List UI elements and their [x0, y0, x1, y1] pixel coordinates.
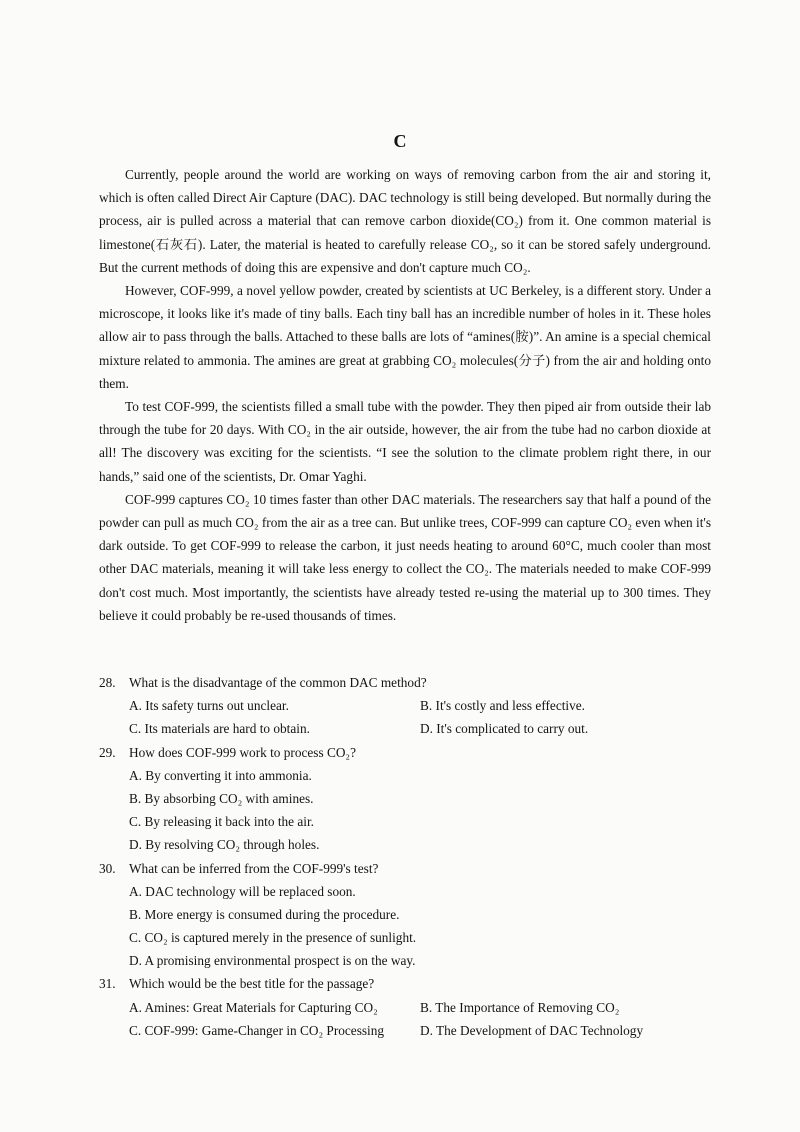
question-number: 31.	[99, 976, 116, 992]
option-b: B. The Importance of Removing CO₂	[420, 999, 620, 1015]
passage-paragraph: To test COF-999, the scientists filled a small tube with the powder. They then piped air from outside their lab through the tube for 20 days. With CO₂ in the air outside, however, the air from the tube had no carbon dioxide at all! The discovery was exciting for the scientists. “I see the solution to the climate problem right there, in our hands,” said one of the scientists, Dr. Omar Yaghi.	[99, 399, 711, 484]
option-b: B. By absorbing CO₂ with amines.	[129, 790, 314, 806]
reading-passage	[99, 163, 711, 627]
question-stem: What is the disadvantage of the common DAC method?	[129, 675, 427, 690]
option-b: B. More energy is consumed during the procedure.	[129, 906, 400, 922]
option-d: D. It's complicated to carry out.	[420, 721, 589, 737]
option-c: C. By releasing it back into the air.	[129, 814, 315, 830]
question-stem: Which would be the best title for the passage?	[129, 976, 375, 992]
passage-paragraph: COF-999 captures CO₂ 10 times faster than other DAC materials. The researchers say that half a pound of the powder can pull as much CO₂ from the air as a tree can. But unlike trees, COF-999 can capture CO₂ even when it's dark outside. To get COF-999 to release the carbon, it just needs heating to around 60°C, much cooler than most other DAC materials, meaning it will take less energy to collect the CO₂. The materials needed to make COF-999 don't cost much. Most importantly, the scientists have already tested re-using the material up to 300 times. They believe it could probably be re-used thousands of times.	[99, 491, 711, 623]
option-d: D. A promising environmental prospect is on the way.	[129, 953, 416, 969]
option-c: C. CO₂ is captured merely in the presence of sunlight.	[129, 930, 417, 946]
question-number: 29.	[99, 744, 116, 760]
question-29	[99, 741, 711, 857]
question-number: 28.	[99, 675, 116, 690]
question-list	[99, 671, 711, 1042]
option-d: D. By resolving CO₂ through holes.	[129, 837, 320, 853]
question-stem: How does COF-999 work to process CO₂?	[129, 744, 356, 760]
question-stem: What can be inferred from the COF-999's test?	[129, 860, 379, 876]
option-a: A. Its safety turns out unclear.	[129, 698, 289, 714]
option-a: A. DAC technology will be replaced soon.	[129, 883, 356, 899]
option-a: A. By converting it into ammonia.	[129, 767, 312, 783]
option-c: C. COF-999: Game-Changer in CO₂ Processing	[129, 1022, 385, 1038]
option-b: B. It's costly and less effective.	[420, 698, 585, 714]
option-d: D. The Development of DAC Technology	[420, 1022, 644, 1038]
option-c: C. Its materials are hard to obtain.	[129, 721, 310, 737]
question-28	[99, 671, 711, 741]
section-title: C	[393, 131, 407, 151]
question-30	[99, 857, 711, 973]
question-31	[99, 972, 711, 1042]
question-number: 30.	[99, 860, 116, 876]
passage-paragraph: However, COF-999, a novel yellow powder, created by scientists at UC Berkeley, is a different story. Under a microscope, it looks like it's made of tiny balls. Each tiny ball has an incredible number of holes in it. These holes allow air to pass through the balls. Attached to these balls are lots of “amines(胺)”. An amine is a special chemical mixture related to ammonia. The amines are great at grabbing CO₂ molecules(分子) from the air and holding onto them.	[99, 283, 711, 391]
passage-paragraph: Currently, people around the world are working on ways of removing carbon from the air and storing it, which is often called Direct Air Capture (DAC). DAC technology is still being developed. But normally during the process, air is pulled across a material that can remove carbon dioxide(CO₂) from it. One common material is limestone(石灰石). Later, the material is heated to carefully release CO₂, so it can be stored safely underground. But the current methods of doing this are expensive and don't capture much CO₂.	[99, 167, 711, 275]
option-a: A. Amines: Great Materials for Capturing CO₂	[129, 999, 378, 1015]
